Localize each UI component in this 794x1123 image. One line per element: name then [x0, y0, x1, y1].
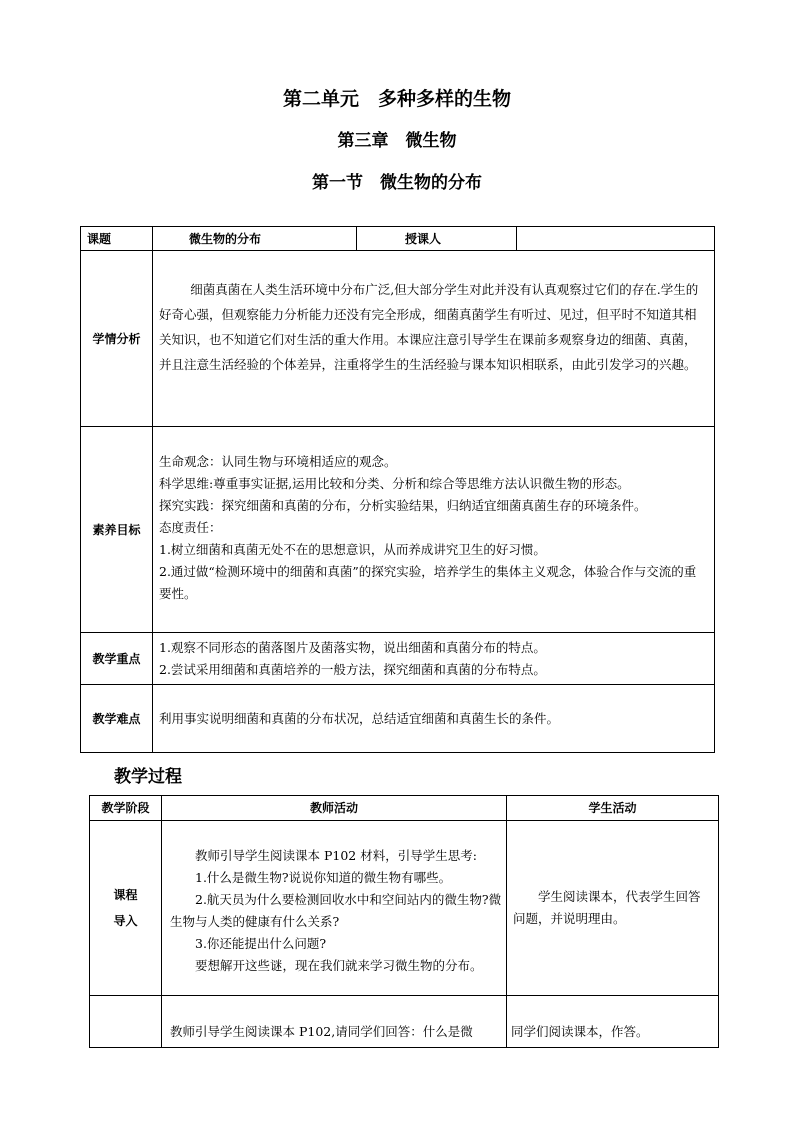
goal-science-thinking: 科学思维:尊重事实证据,运用比较和分类、分析和综合等思维方法认识微生物的形态。: [159, 476, 630, 491]
col-student-header: 学生活动: [507, 796, 719, 821]
goal-attitude-heading: 态度责任：: [159, 520, 222, 535]
key-point-1: 1.观察不同形态的菌落图片及菌落实物，说出细菌和真菌分布的特点。: [159, 639, 546, 655]
key-point-2: 2.尝试采用细菌和真菌培养的一般方法，探究细菌和真菌的分布特点。: [159, 661, 546, 677]
teacher-activity-reading: 教师引导学生阅读课本 P102,请同学们回答：什么是微: [162, 996, 507, 1048]
section-title: 第一节 微生物的分布: [312, 173, 482, 193]
teacher-step-0: 教师引导学生阅读课本 P102 材料，引导学生思考:: [195, 848, 477, 863]
teacher-step-3: 3.你还能提出什么问题?: [195, 936, 327, 951]
process-heading: 教学过程: [114, 767, 182, 787]
chapter-title: 第三章 微生物: [337, 131, 457, 151]
goals-label: 素养目标: [81, 427, 153, 633]
goals-cell: [153, 427, 715, 633]
teacher-activity-intro: [162, 821, 507, 996]
difficulty-text: 利用事实说明细菌和真菌的分布状况，总结适宜细菌和真菌生长的条件。: [153, 685, 715, 753]
student-activity-reading: 同学们阅读课本，作答。: [507, 996, 719, 1048]
topic-label: 课题: [81, 227, 153, 251]
lesson-info-table: [80, 226, 715, 753]
teacher-value: [517, 227, 715, 251]
teacher-label: 授课人: [357, 227, 517, 251]
goal-inquiry-practice: 探究实践：探究细菌和真菌的分布，分析实验结果，归纳适宜细菌真菌生存的环境条件。: [159, 498, 647, 513]
key-points-label: 教学重点: [81, 633, 153, 685]
unit-title: 第二单元 多种多样的生物: [282, 88, 511, 110]
difficulty-label: 教学难点: [81, 685, 153, 753]
teaching-process-table: [89, 795, 719, 1048]
key-points-cell: [153, 633, 715, 685]
col-teacher-header: 教师活动: [162, 796, 507, 821]
stage-intro-line2: 导入: [113, 914, 138, 928]
teacher-step-2: 2.航天员为什么要检测回收水中和空间站内的微生物?微生物与人类的健康有什么关系?: [170, 892, 502, 929]
student-activity-intro: 学生阅读课本，代表学生回答问题，并说明理由。: [507, 821, 719, 996]
goal-attitude-2: 2.通过做“检测环境中的细菌和真菌”的探究实验，培养学生的集体主义观念，体验合作与交流的重要性。: [159, 564, 697, 601]
goal-attitude-1: 1.树立细菌和真菌无处不在的思想意识，从而养成讲究卫生的好习惯。: [159, 542, 546, 557]
goal-life-concept: 生命观念：认同生物与环境相适应的观念。: [159, 454, 397, 469]
stage-intro-line1: 课程: [113, 888, 138, 902]
analysis-text: 细菌真菌在人类生活环境中分布广泛,但大部分学生对此并没有认真观察过它们的存在.学生的好奇心强，但观察能力分析能力还没有完全形成，细菌真菌学生有听过、见过，但平时不知道其相关知识，也不知道它们对生活的重大作用。本课应注意引导学生在课前多观察身边的细菌、真菌，并且注意生活经验的个体差异，注重将学生的生活经验与课本知识相联系，由此引发学习的兴趣。: [159, 282, 699, 372]
analysis-cell: [153, 251, 715, 427]
topic-value: 微生物的分布: [153, 227, 357, 251]
teacher-step-4: 要想解开这些谜，现在我们就来学习微生物的分布。: [195, 958, 483, 973]
teacher-step-1: 1.什么是微生物?说说你知道的微生物有哪些。: [195, 870, 452, 885]
stage-reading: [90, 996, 162, 1048]
col-stage-header: 教学阶段: [90, 796, 162, 821]
analysis-label: 学情分析: [81, 251, 153, 427]
stage-intro: [90, 821, 162, 996]
